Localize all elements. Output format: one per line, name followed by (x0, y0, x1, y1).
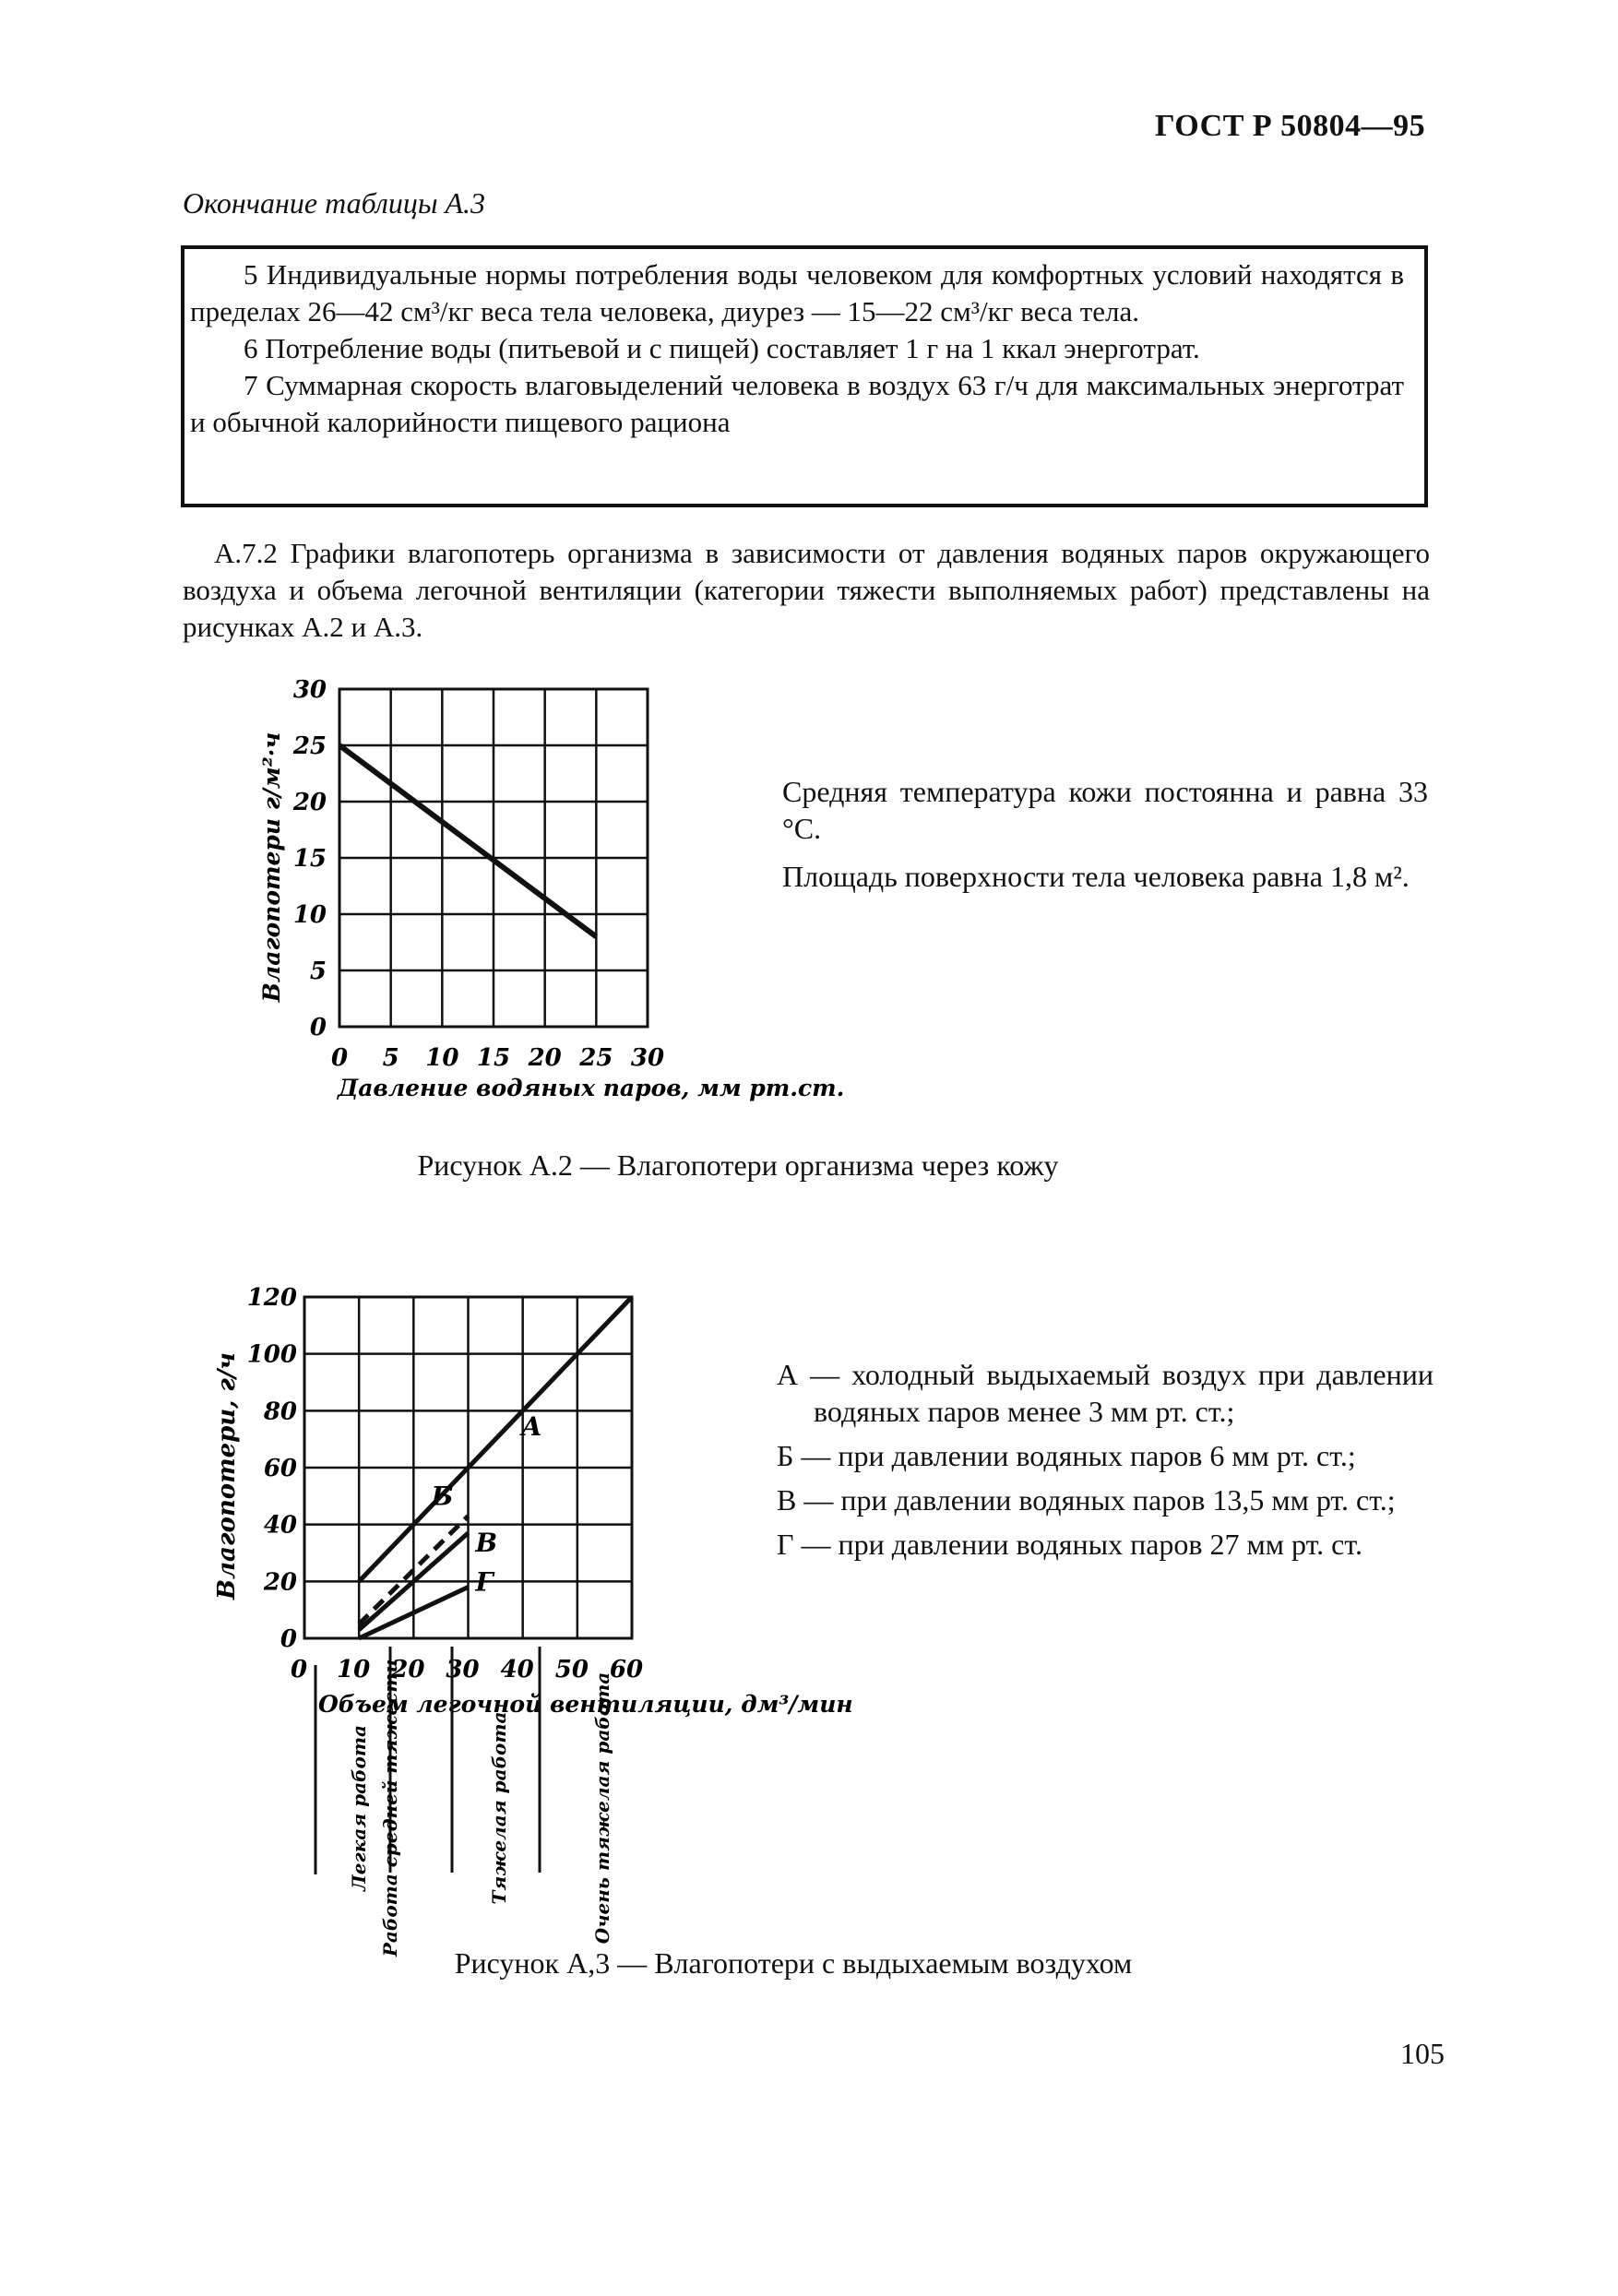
chart2-x-tick-label: 10 (337, 1656, 371, 1683)
chart2-y-tick-label: 120 (246, 1284, 297, 1312)
chart2-series-label: Б (431, 1481, 454, 1512)
figure-a2-notes (782, 773, 1428, 906)
legend-item-a: А — холодный выдыхаемый воздух при давлении водяных паров менее 3 мм рт. ст.; (777, 1358, 1434, 1428)
chart2-y-tick-label: 40 (263, 1511, 297, 1540)
chart2-work-category-label: Очень тяжелая работа (591, 1671, 613, 1945)
chart2-y-tick-label: 80 (263, 1398, 297, 1426)
chart1-y-tick-label: 20 (292, 789, 327, 816)
legend-item-b: Б — при давлении водяных паров 6 мм рт. ст.; (777, 1439, 1356, 1472)
table-caption: Окончание таблицы А.3 (183, 186, 486, 220)
chart1-y-tick-label: 15 (292, 845, 327, 873)
chart1-x-tick-label: 25 (579, 1044, 613, 1072)
chart1-y-tick-label: 0 (309, 1014, 327, 1041)
chart2-y-tick-label: 0 (280, 1625, 297, 1653)
table-notes-box (181, 245, 1428, 507)
chart2-work-category-label: Тяжелая работа (488, 1711, 510, 1905)
chart1-series-line (339, 745, 596, 936)
chart2-work-category-label: Работа средней тяжести (379, 1659, 401, 1957)
figure-a2-note-temperature: Средняя температура кожи постоянна и равна 33 °С. (782, 775, 1428, 845)
chart2-x-tick-label: 60 (609, 1656, 644, 1683)
chart2-y-tick-label: 60 (263, 1455, 297, 1482)
chart2-y-tick-label: 20 (263, 1568, 297, 1597)
figure-a3-legend (777, 1356, 1434, 1570)
table-note-5: 5 Индивидуальные нормы потребления воды человеком для комфортных условий находятся в пределах 26—42 см³/кг веса тела человека, диурез — 15—22 см³/кг веса тела. (190, 258, 1404, 327)
legend-item-g: Г — при давлении водяных паров 27 мм рт. ст. (777, 1528, 1362, 1561)
chart2-y-axis-label: Влагопотери, г/ч (213, 1351, 241, 1600)
chart2-series-label: В (475, 1527, 498, 1558)
figure-a2-note-area: Площадь поверхности тела человека равна 1,8 м². (782, 860, 1410, 893)
chart1-frame (339, 689, 648, 1027)
chart1-y-axis-label: Влагопотери г/м²·ч (258, 732, 285, 1003)
chart1-y-tick-label: 25 (292, 732, 327, 760)
chart2-series-line-2 (359, 1516, 468, 1624)
chart2-y-tick-label: 100 (246, 1340, 297, 1369)
chart2-series-label: А (521, 1411, 542, 1442)
chart2-frame (304, 1297, 632, 1638)
chart2-work-category-label: Легкая работа (348, 1725, 370, 1891)
chart1-x-tick-label: 0 (330, 1044, 349, 1072)
chart2-series-line-1 (359, 1297, 632, 1581)
figure-a3-caption: Рисунок А,3 — Влагопотери с выдыхаемым воздухом (454, 1946, 1133, 1980)
chart1-x-tick-label: 10 (425, 1044, 459, 1072)
page-number: 105 (1400, 2037, 1445, 2070)
figure-a2-caption: Рисунок А.2 — Влагопотери организма через кожу (417, 1148, 1059, 1182)
chart2-x-axis-label: Объем легочной вентиляции, дм³/мин (318, 1691, 853, 1718)
chart1-x-tick-label: 20 (528, 1044, 562, 1072)
chart2-x-tick-label: 30 (446, 1656, 480, 1683)
chart1-y-tick-label: 5 (309, 958, 327, 985)
table-note-7: 7 Суммарная скорость влаговыделений человека в воздух 63 г/ч для максимальных энерготрат и обычной калорийности пищевого рациона (190, 369, 1404, 438)
chart2-x-tick-label: 40 (500, 1656, 534, 1683)
chart2-x-tick-label: 0 (290, 1656, 308, 1683)
chart1-x-tick-label: 30 (630, 1044, 665, 1072)
chart1-x-axis-label: Давление водяных паров, мм рт.ст. (338, 1075, 845, 1101)
document-header: ГОСТ Р 50804—95 (1155, 109, 1426, 143)
legend-item-v: В — при давлении водяных паров 13,5 мм рт. ст.; (777, 1483, 1396, 1517)
chart2-x-tick-label: 50 (554, 1656, 589, 1683)
table-note-6: 6 Потребление воды (питьевой и с пищей) составляет 1 г на 1 ккал энерготрат. (244, 332, 1200, 364)
chart1-x-tick-label: 15 (476, 1044, 511, 1072)
chart2-series-line-4 (359, 1588, 468, 1639)
chart2-x-tick-label: 20 (391, 1656, 425, 1683)
chart1-y-tick-label: 30 (292, 676, 327, 704)
section-paragraph: А.7.2 Графики влагопотерь организма в зависимости от давления водяных паров окружающего воздуха и объема легочной вентиляции (категории тяжести выполняемых работ) представлены на рисунках А.2 и А.3. (183, 537, 1430, 643)
chart2-series-label: Г (475, 1566, 494, 1598)
chart1-y-tick-label: 10 (292, 901, 327, 929)
chart2-series-line-3 (359, 1533, 468, 1630)
chart1-x-tick-label: 5 (382, 1044, 399, 1072)
